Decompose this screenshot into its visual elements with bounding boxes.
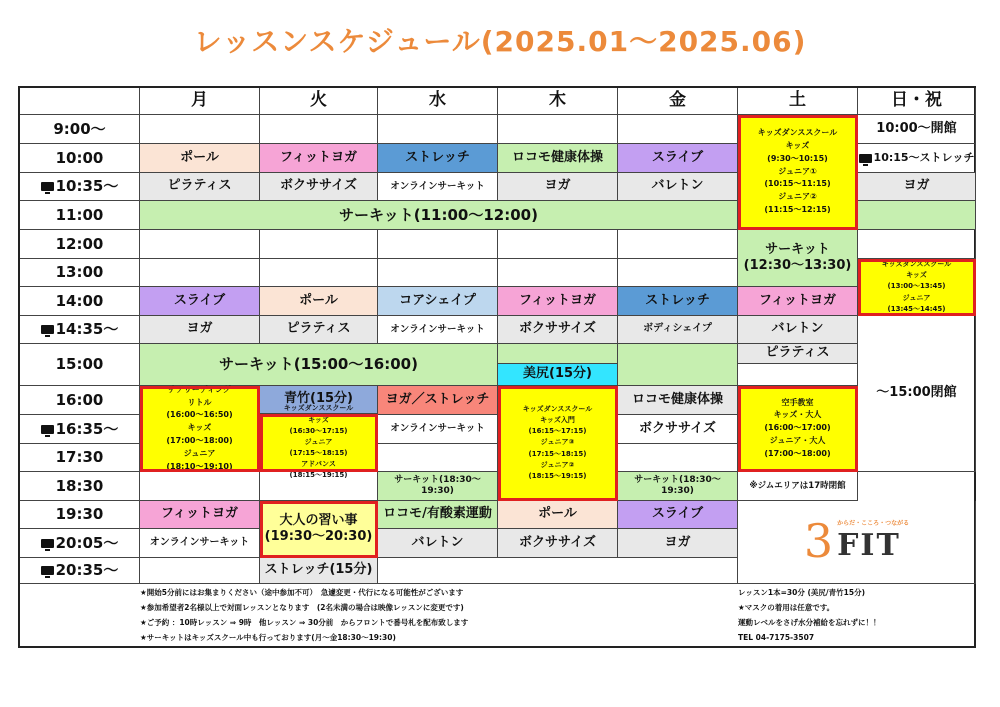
time-label xyxy=(20,230,140,259)
lesson-cell-label: 10:15～ストレッチ xyxy=(873,151,975,165)
time-label xyxy=(20,201,140,230)
circuit-cell-line: (12:30～13:30) xyxy=(743,258,852,273)
time-label xyxy=(20,529,140,558)
karate-block-line: 空手教室 xyxy=(781,397,814,407)
lesson-cell-label: スライブ xyxy=(651,149,704,165)
empty-cell xyxy=(618,230,738,259)
lesson-cell xyxy=(140,529,260,558)
lesson-cell xyxy=(140,316,260,344)
note-line: TEL 04-7175-3507 xyxy=(738,633,815,642)
day-header xyxy=(738,88,858,115)
kids-dance-block-line: (17:15～18:15) xyxy=(528,449,587,458)
kids-dance-block-line: キッズ xyxy=(785,141,810,150)
lesson-cell-label: ポール xyxy=(299,292,338,308)
kids-dance-block xyxy=(738,115,858,230)
lesson-cell xyxy=(618,173,738,201)
empty-cell xyxy=(738,364,858,386)
lesson-cell-label: ボクササイズ xyxy=(519,534,596,550)
day-header-label: 火 xyxy=(310,90,327,111)
lesson-cell xyxy=(498,501,618,529)
circuit-cell-label: サーキット(18:30～19:30) xyxy=(394,474,481,496)
lesson-cell-label: コアシェイプ xyxy=(399,292,476,308)
karate-block-line: ジュニア・大人 xyxy=(769,435,826,445)
adult-lesson-block-line: 大人の習い事 xyxy=(279,512,358,528)
sunday-close-label: ～15:00閉館 xyxy=(876,385,957,401)
kids-dance-block-line: キッズダンススクール xyxy=(283,404,354,413)
lesson-cell xyxy=(260,558,378,584)
gym-note-label: ※ジムエリアは17時閉館 xyxy=(749,480,846,491)
lesson-cell-label: ピラティス xyxy=(286,321,351,337)
time-label-label: 15:00 xyxy=(55,355,104,374)
lesson-cell-label: バレトン xyxy=(651,178,704,194)
day-header-label: 日・祝 xyxy=(891,90,942,111)
time-label xyxy=(20,259,140,287)
circuit-cell xyxy=(498,344,618,364)
logo-mark: 3 xyxy=(803,514,834,569)
circuit-cell xyxy=(378,472,498,501)
lesson-cell-label: ピラティス xyxy=(167,178,232,194)
lesson-cell xyxy=(140,501,260,529)
empty-cell xyxy=(498,230,618,259)
header-corner xyxy=(20,88,140,115)
sunday-open xyxy=(858,115,976,144)
empty-cell xyxy=(618,444,738,472)
karate-block-line: (16:00～17:00) xyxy=(764,423,831,433)
lesson-cell xyxy=(618,144,738,173)
kids-dance-block xyxy=(260,404,378,480)
lesson-cell-label: オンラインサーキット xyxy=(390,423,485,435)
empty-cell xyxy=(140,472,260,501)
empty-cell xyxy=(498,115,618,144)
empty-cell xyxy=(498,259,618,287)
cheer-block xyxy=(140,386,260,472)
lesson-cell-label: ストレッチ xyxy=(405,149,470,165)
lesson-cell-label: ストレッチ(15分) xyxy=(264,562,373,578)
kids-dance-block-line: ジュニア② xyxy=(778,192,817,202)
day-header xyxy=(140,88,260,115)
lesson-cell-label: ロコモ健康体操 xyxy=(511,149,603,165)
tv-icon xyxy=(41,182,54,191)
empty-cell xyxy=(378,558,738,584)
circuit-cell-label: サーキット(18:30～19:30) xyxy=(634,474,721,496)
lesson-cell xyxy=(858,173,976,201)
lesson-cell xyxy=(140,144,260,173)
lesson-cell-label: フィットヨガ xyxy=(759,292,836,308)
empty-cell xyxy=(140,259,260,287)
lesson-cell-label: バレトン xyxy=(771,321,824,337)
lesson-cell xyxy=(498,173,618,201)
lesson-cell xyxy=(498,529,618,558)
circuit-cell xyxy=(618,472,738,501)
lesson-cell xyxy=(140,173,260,201)
logo-text: FIT xyxy=(837,528,901,563)
kids-dance-block-line: キッズ xyxy=(906,271,927,280)
lesson-cell xyxy=(378,501,498,529)
time-label-label: 20:05～ xyxy=(55,533,119,552)
day-header xyxy=(498,88,618,115)
karate-block xyxy=(738,386,858,472)
tv-icon xyxy=(41,539,54,548)
time-label xyxy=(20,173,140,201)
lesson-cell xyxy=(140,287,260,316)
day-header xyxy=(618,88,738,115)
lesson-cell xyxy=(378,316,498,344)
lesson-cell-label: ポール xyxy=(538,506,577,522)
karate-block-line: (17:00～18:00) xyxy=(764,448,831,458)
lesson-cell xyxy=(378,287,498,316)
time-label xyxy=(20,501,140,529)
lesson-cell xyxy=(618,316,738,344)
time-label-label: 11:00 xyxy=(55,205,104,224)
time-label xyxy=(20,415,140,444)
lesson-cell-label: ロコモ/有酸素運動 xyxy=(383,506,492,522)
tv-icon xyxy=(41,566,54,575)
karate-block-line: キッズ・大人 xyxy=(773,410,822,420)
lesson-cell-label: フィットヨガ xyxy=(161,506,238,522)
time-label-label: 20:35～ xyxy=(55,561,119,580)
kids-dance-block-line: アドバンス xyxy=(301,460,336,469)
kids-dance-block-line: (18:15～19:15) xyxy=(528,471,587,480)
empty-cell xyxy=(260,472,378,501)
lesson-cell-label: ボクササイズ xyxy=(280,178,357,194)
lesson-cell-label: フィットヨガ xyxy=(280,149,357,165)
empty-cell xyxy=(618,259,738,287)
time-label xyxy=(20,444,140,472)
time-label xyxy=(20,344,140,386)
empty-cell xyxy=(378,444,498,472)
kids-dance-block-line: (13:00～13:45) xyxy=(887,282,946,291)
lesson-cell-label: ヨガ xyxy=(903,178,930,194)
time-label-label: 14:00 xyxy=(55,291,104,310)
day-header xyxy=(858,88,976,115)
kids-dance-block-line: (16:15～17:15) xyxy=(528,427,587,436)
lesson-cell-label: フィットヨガ xyxy=(519,292,596,308)
note-line: ★ご予約 ：10時レッスン ⇒ 9時 他レッスン ⇒ 30分前 からフロントで番号札を配布致します xyxy=(140,618,469,627)
note-line: ★参加希望者2名様以上で対面レッスンとなります (2名未満の場合は映像レッスンに変更です) xyxy=(140,603,464,612)
lesson-cell xyxy=(498,287,618,316)
time-label xyxy=(20,558,140,584)
time-label-label: 14:35～ xyxy=(55,320,119,339)
lesson-cell-label: ロコモ健康体操 xyxy=(631,391,723,407)
lesson-cell xyxy=(738,344,858,364)
circuit-cell xyxy=(618,344,738,386)
time-label-label: 19:30 xyxy=(55,505,104,524)
lesson-cell-label: ヨガ xyxy=(664,534,691,550)
note-line: 運動レベルをさげ水分補給を忘れずに！！ xyxy=(738,618,881,627)
lesson-cell xyxy=(498,144,618,173)
empty-cell xyxy=(260,259,378,287)
time-label-label: 16:00 xyxy=(55,390,104,409)
adult-lesson-block xyxy=(260,501,378,558)
lesson-cell xyxy=(618,529,738,558)
schedule-table xyxy=(18,86,976,648)
tv-icon xyxy=(859,154,872,163)
page-title: レッスンスケジュール(2025.01～2025.06) xyxy=(193,25,807,58)
kids-dance-block-line: (11:15～12:15) xyxy=(764,204,831,214)
logo xyxy=(738,501,976,584)
day-header-label: 水 xyxy=(429,90,446,111)
lesson-cell xyxy=(260,173,378,201)
time-label-label: 18:30 xyxy=(55,476,104,495)
empty-cell xyxy=(260,115,378,144)
day-header-label: 金 xyxy=(669,90,686,111)
lesson-cell xyxy=(738,287,858,316)
tv-icon xyxy=(41,325,54,334)
lesson-cell-label: ボクササイズ xyxy=(639,420,716,436)
kids-dance-block-line: (10:15～11:15) xyxy=(764,179,831,189)
day-header xyxy=(260,88,378,115)
lesson-cell-label: ピラティス xyxy=(765,345,830,361)
kids-dance-block-line: キッズ xyxy=(308,415,329,424)
lesson-cell-label: スライブ xyxy=(173,292,226,308)
lesson-cell-label: ストレッチ xyxy=(645,292,710,308)
empty-cell xyxy=(140,115,260,144)
lesson-cell xyxy=(858,144,976,173)
cheer-block-line: ジュニア xyxy=(183,448,216,458)
time-label-label: 12:00 xyxy=(55,234,104,253)
circuit-cell-label: サーキット(15:00～16:00) xyxy=(219,355,418,374)
note-line: ★サーキットはキッズスクール中も行っております(月～金18:30～19:30) xyxy=(140,633,396,642)
empty-cell xyxy=(378,259,498,287)
time-label-label: 10:00 xyxy=(55,148,104,167)
empty-cell xyxy=(140,230,260,259)
lesson-cell-label: オンラインサーキット xyxy=(390,323,485,335)
circuit-cell xyxy=(738,230,858,287)
kids-dance-block-line: (17:15～18:15) xyxy=(289,449,348,458)
time-label-label: 13:00 xyxy=(55,263,104,282)
day-header-label: 木 xyxy=(549,90,566,111)
kids-dance-block-line: (16:30～17:15) xyxy=(289,426,348,435)
note-line: ★マスクの着用は任意です。 xyxy=(738,603,835,612)
lesson-cell xyxy=(498,316,618,344)
tv-icon xyxy=(41,425,54,434)
lesson-cell-label: ポール xyxy=(180,149,219,165)
time-label xyxy=(20,144,140,173)
time-label-label: 16:35～ xyxy=(55,419,119,438)
kids-dance-block-line: ジュニア① xyxy=(778,166,817,176)
time-label xyxy=(20,115,140,144)
gym-note xyxy=(738,472,858,501)
kids-dance-block-line: (9:30～10:15) xyxy=(767,153,828,163)
lesson-cell-label: スライブ xyxy=(651,506,704,522)
lesson-cell xyxy=(378,144,498,173)
time-label-label: 9:00～ xyxy=(53,119,106,138)
lesson-cell xyxy=(378,386,498,415)
kids-dance-block-line: キッズダンススクール xyxy=(881,260,952,269)
circuit-cell-label: サーキット(11:00～12:00) xyxy=(339,205,538,224)
logo-tagline: からだ・こころ・つながる xyxy=(837,519,910,527)
time-label xyxy=(20,386,140,415)
kids-dance-block-line: ジュニア xyxy=(902,293,931,302)
cheer-block-line: (17:00～18:00) xyxy=(166,435,233,445)
circuit-cell xyxy=(858,201,976,230)
day-header xyxy=(378,88,498,115)
empty-cell xyxy=(858,230,976,259)
lesson-cell xyxy=(260,144,378,173)
lesson-cell xyxy=(260,316,378,344)
lesson-cell-label: ヨガ xyxy=(544,178,571,194)
lesson-cell-label: オンラインサーキット xyxy=(390,180,485,192)
sunday-open-label: 10:00～開館 xyxy=(876,120,957,136)
cheer-block-line: キッズ xyxy=(187,423,212,433)
kids-dance-block-line: キッズダンススクール xyxy=(522,404,593,413)
kids-dance-block-line: ジュニア xyxy=(304,437,333,446)
time-label xyxy=(20,472,140,501)
cheer-block-line: (16:00～16:50) xyxy=(166,410,233,420)
kids-dance-block-line: (13:45～14:45) xyxy=(887,304,946,313)
time-label-label: 17:30 xyxy=(55,448,104,467)
day-header-label: 月 xyxy=(191,90,208,111)
time-label xyxy=(20,287,140,316)
time-label-label: 10:35～ xyxy=(55,177,119,196)
sunday-close xyxy=(858,316,976,472)
kids-dance-block-line: ジュニア② xyxy=(540,460,575,469)
kids-dance-block-line: ジュニア③ xyxy=(540,438,575,447)
lesson-cell-label: バレトン xyxy=(411,534,464,550)
kids-dance-block-line: キッズダンススクール xyxy=(757,128,838,138)
lesson-cell-label: オンラインサーキット xyxy=(149,536,250,548)
empty-cell xyxy=(140,558,260,584)
note-line: ★開始5分前にはお集まりください（途中参加不可） 急遽変更・代行になる可能性がございます xyxy=(140,588,464,597)
lesson-cell xyxy=(738,316,858,344)
kids-dance-block xyxy=(858,259,976,316)
circuit-cell xyxy=(140,344,498,386)
lesson-cell xyxy=(618,287,738,316)
empty-cell xyxy=(378,115,498,144)
note-line: レッスン1本=30分 (美尻/青竹15分) xyxy=(738,588,866,597)
circuit-cell-line: サーキット xyxy=(765,241,830,257)
lesson-cell xyxy=(498,364,618,386)
adult-lesson-block-line: (19:30～20:30) xyxy=(264,529,373,544)
time-label xyxy=(20,316,140,344)
day-header-label: 土 xyxy=(789,90,806,111)
cheer-block-line: (18:10～19:10) xyxy=(166,461,233,471)
lesson-cell xyxy=(618,415,738,444)
lesson-cell-label: ヨガ／ストレッチ xyxy=(385,391,490,407)
cheer-block-line: チアリーディング xyxy=(168,384,231,394)
lesson-cell xyxy=(378,529,498,558)
notes-area xyxy=(20,584,976,648)
empty-cell xyxy=(260,230,378,259)
lesson-cell xyxy=(378,173,498,201)
kids-dance-block-line: (18:15～19:15) xyxy=(289,471,348,480)
empty-cell xyxy=(618,115,738,144)
kids-dance-block xyxy=(498,386,618,501)
circuit-cell xyxy=(140,201,738,230)
lesson-cell xyxy=(618,386,738,415)
lesson-cell-label: ボクササイズ xyxy=(519,321,596,337)
lesson-cell xyxy=(378,415,498,444)
lesson-cell-label: 美尻(15分) xyxy=(523,366,592,382)
kids-dance-block-line: キッズ入門 xyxy=(540,416,575,425)
lesson-cell-label: ヨガ xyxy=(186,321,213,337)
lesson-cell-label: ボディシェイプ xyxy=(643,323,712,335)
cheer-block-line: リトル xyxy=(187,397,212,407)
empty-cell xyxy=(378,230,498,259)
lesson-cell xyxy=(260,287,378,316)
lesson-cell-label: 青竹(15分) xyxy=(284,391,353,407)
lesson-cell xyxy=(618,501,738,529)
